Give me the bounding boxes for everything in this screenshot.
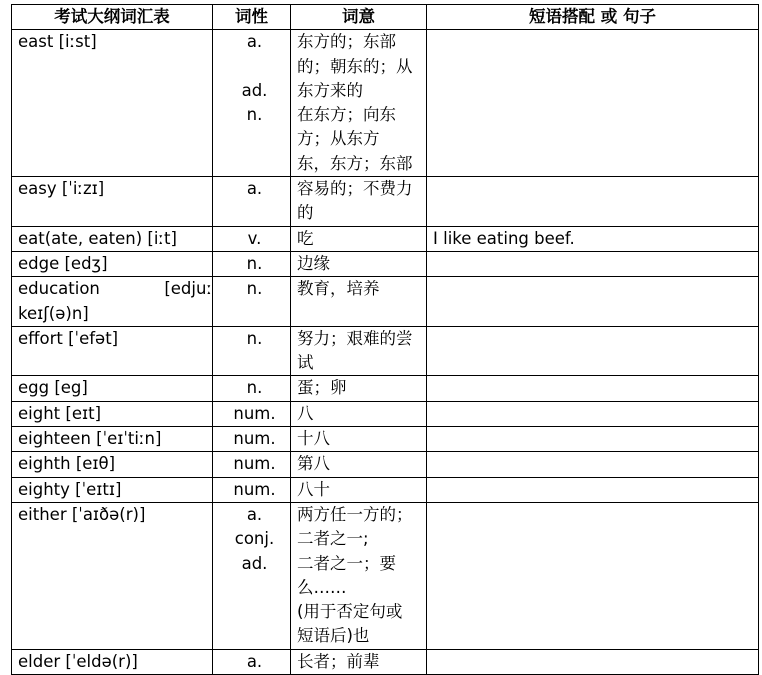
meaning-text: 蛋；卵 (297, 378, 347, 398)
meaning-text: 十八 (297, 429, 330, 449)
meaning-cell (291, 376, 427, 401)
meaning-cell (291, 649, 427, 674)
table-row (12, 30, 759, 177)
header-word: 考试大纲词汇表 (12, 5, 213, 30)
pos-cell (213, 401, 291, 426)
word-cell (12, 376, 213, 401)
phrase-cell (427, 649, 759, 674)
meaning-text: 容易的；不费力 (297, 179, 413, 199)
pos-text: v. (247, 228, 262, 248)
word-cell (12, 649, 213, 674)
phrase-cell (427, 427, 759, 452)
phrase-cell (427, 401, 759, 426)
word-cell (12, 452, 213, 477)
pos-cell (213, 30, 291, 177)
pos-text: n. (246, 253, 263, 273)
pos-cell (213, 452, 291, 477)
word-cell (12, 251, 213, 276)
meaning-text: 八十 (297, 479, 330, 499)
phrase-cell (427, 477, 759, 502)
table-row (12, 502, 759, 649)
table-row (12, 376, 759, 401)
phrase-cell (427, 326, 759, 376)
pos-text: n. (246, 279, 263, 299)
pos-cell (213, 477, 291, 502)
meaning-text: 东方来的 (297, 80, 363, 100)
pos-text (219, 55, 290, 79)
word-text: either [ˈaɪðə(r)] (18, 504, 146, 524)
pos-text: a. (246, 179, 263, 199)
pos-text: n. (246, 378, 263, 398)
pos-cell (213, 251, 291, 276)
table-row (12, 177, 759, 227)
word-text: edge [edʒ] (18, 253, 108, 273)
pos-text: conj. (234, 529, 275, 549)
meaning-text: 东方的；东部 (297, 32, 396, 52)
pos-text: a. (246, 32, 263, 52)
pos-text: num. (233, 429, 276, 449)
meaning-cell (291, 251, 427, 276)
meaning-cell (291, 177, 427, 227)
meaning-cell (291, 401, 427, 426)
meaning-text: 的；朝东的；从 (297, 56, 413, 76)
meaning-text: 教育，培养 (297, 279, 380, 299)
table-row (12, 477, 759, 502)
meaning-text: (用于否定句或 (297, 602, 403, 622)
meaning-text: 八 (297, 403, 314, 423)
word-cell (12, 226, 213, 251)
table-row (12, 401, 759, 426)
word-cell (12, 277, 213, 327)
meaning-text: 短语后)也 (297, 626, 370, 646)
word-cell (12, 177, 213, 227)
word-text: eighty [ˈeɪtɪ] (18, 479, 122, 499)
pos-cell (213, 649, 291, 674)
table-header-row (12, 5, 759, 30)
meaning-cell (291, 277, 427, 327)
word-text: eighteen [ˈeɪˈtiːn] (18, 429, 162, 449)
word-cell (12, 30, 213, 177)
word-text: eat(ate, eaten) [iːt] (18, 228, 177, 248)
pos-cell (213, 427, 291, 452)
meaning-text: 方；从东方 (297, 129, 380, 149)
header-phrase: 短语搭配 或 句子 (427, 5, 759, 30)
phrase-cell (427, 376, 759, 401)
phrase-cell (427, 30, 759, 177)
meaning-text: 长者；前辈 (297, 651, 380, 671)
meaning-cell (291, 30, 427, 177)
vocabulary-table (11, 4, 759, 675)
word-text: education [edjuː (18, 279, 212, 299)
pos-cell (213, 326, 291, 376)
table-row (12, 251, 759, 276)
table-row (12, 427, 759, 452)
pos-text: ad. (241, 553, 268, 573)
header-pos: 词性 (213, 5, 291, 30)
word-text: egg [eg] (18, 378, 88, 398)
pos-cell (213, 277, 291, 327)
meaning-text: 么…… (297, 577, 347, 597)
word-cell (12, 502, 213, 649)
word-text: elder [ˈeldə(r)] (18, 651, 138, 671)
table-row (12, 452, 759, 477)
meaning-text: 在东方；向东 (297, 105, 396, 125)
phrase-cell (427, 452, 759, 477)
pos-text: a. (246, 651, 263, 671)
phrase-cell (427, 226, 759, 251)
pos-text: num. (233, 403, 276, 423)
meaning-text: 东，东方；东部 (297, 153, 413, 173)
pos-cell (213, 226, 291, 251)
word-cell (12, 427, 213, 452)
word-cell (12, 401, 213, 426)
table-row (12, 277, 759, 327)
word-cell (12, 326, 213, 376)
table-row (12, 226, 759, 251)
pos-cell (213, 502, 291, 649)
meaning-cell (291, 477, 427, 502)
word-text: effort [ˈefət] (18, 328, 119, 348)
pos-text: num. (233, 479, 276, 499)
phrase-cell (427, 177, 759, 227)
table-row (12, 326, 759, 376)
pos-cell (213, 376, 291, 401)
meaning-text: 二者之一；要 (297, 553, 396, 573)
phrase-cell (427, 251, 759, 276)
word-text: east [iːst] (18, 32, 97, 52)
meaning-cell (291, 226, 427, 251)
meaning-text: 二者之一; (297, 529, 369, 549)
meaning-text: 努力；艰难的尝 (297, 328, 413, 348)
table-row (12, 649, 759, 674)
word-text: keɪʃ(ə)n] (18, 303, 89, 323)
meaning-cell (291, 326, 427, 376)
word-cell (12, 477, 213, 502)
word-text: eight [eɪt] (18, 403, 102, 423)
table-body (12, 30, 759, 675)
pos-text: a. (246, 504, 263, 524)
pos-text: num. (233, 454, 276, 474)
meaning-text: 的 (297, 203, 314, 223)
meaning-text: 吃 (297, 228, 314, 248)
phrase-cell (427, 502, 759, 649)
pos-cell (213, 177, 291, 227)
meaning-text: 试 (297, 353, 314, 373)
phrase-text: I like eating beef. (433, 228, 575, 248)
meaning-cell (291, 452, 427, 477)
meaning-text: 两方任一方的； (297, 504, 413, 524)
pos-text: n. (246, 105, 263, 125)
meaning-cell (291, 427, 427, 452)
meaning-text: 第八 (297, 454, 330, 474)
meaning-text: 边缘 (297, 253, 330, 273)
pos-text: ad. (241, 80, 268, 100)
word-text: eighth [eɪθ] (18, 454, 116, 474)
pos-text: n. (246, 328, 263, 348)
word-text: easy [ˈiːzɪ] (18, 179, 105, 199)
header-meaning: 词意 (291, 5, 427, 30)
phrase-cell (427, 277, 759, 327)
meaning-cell (291, 502, 427, 649)
